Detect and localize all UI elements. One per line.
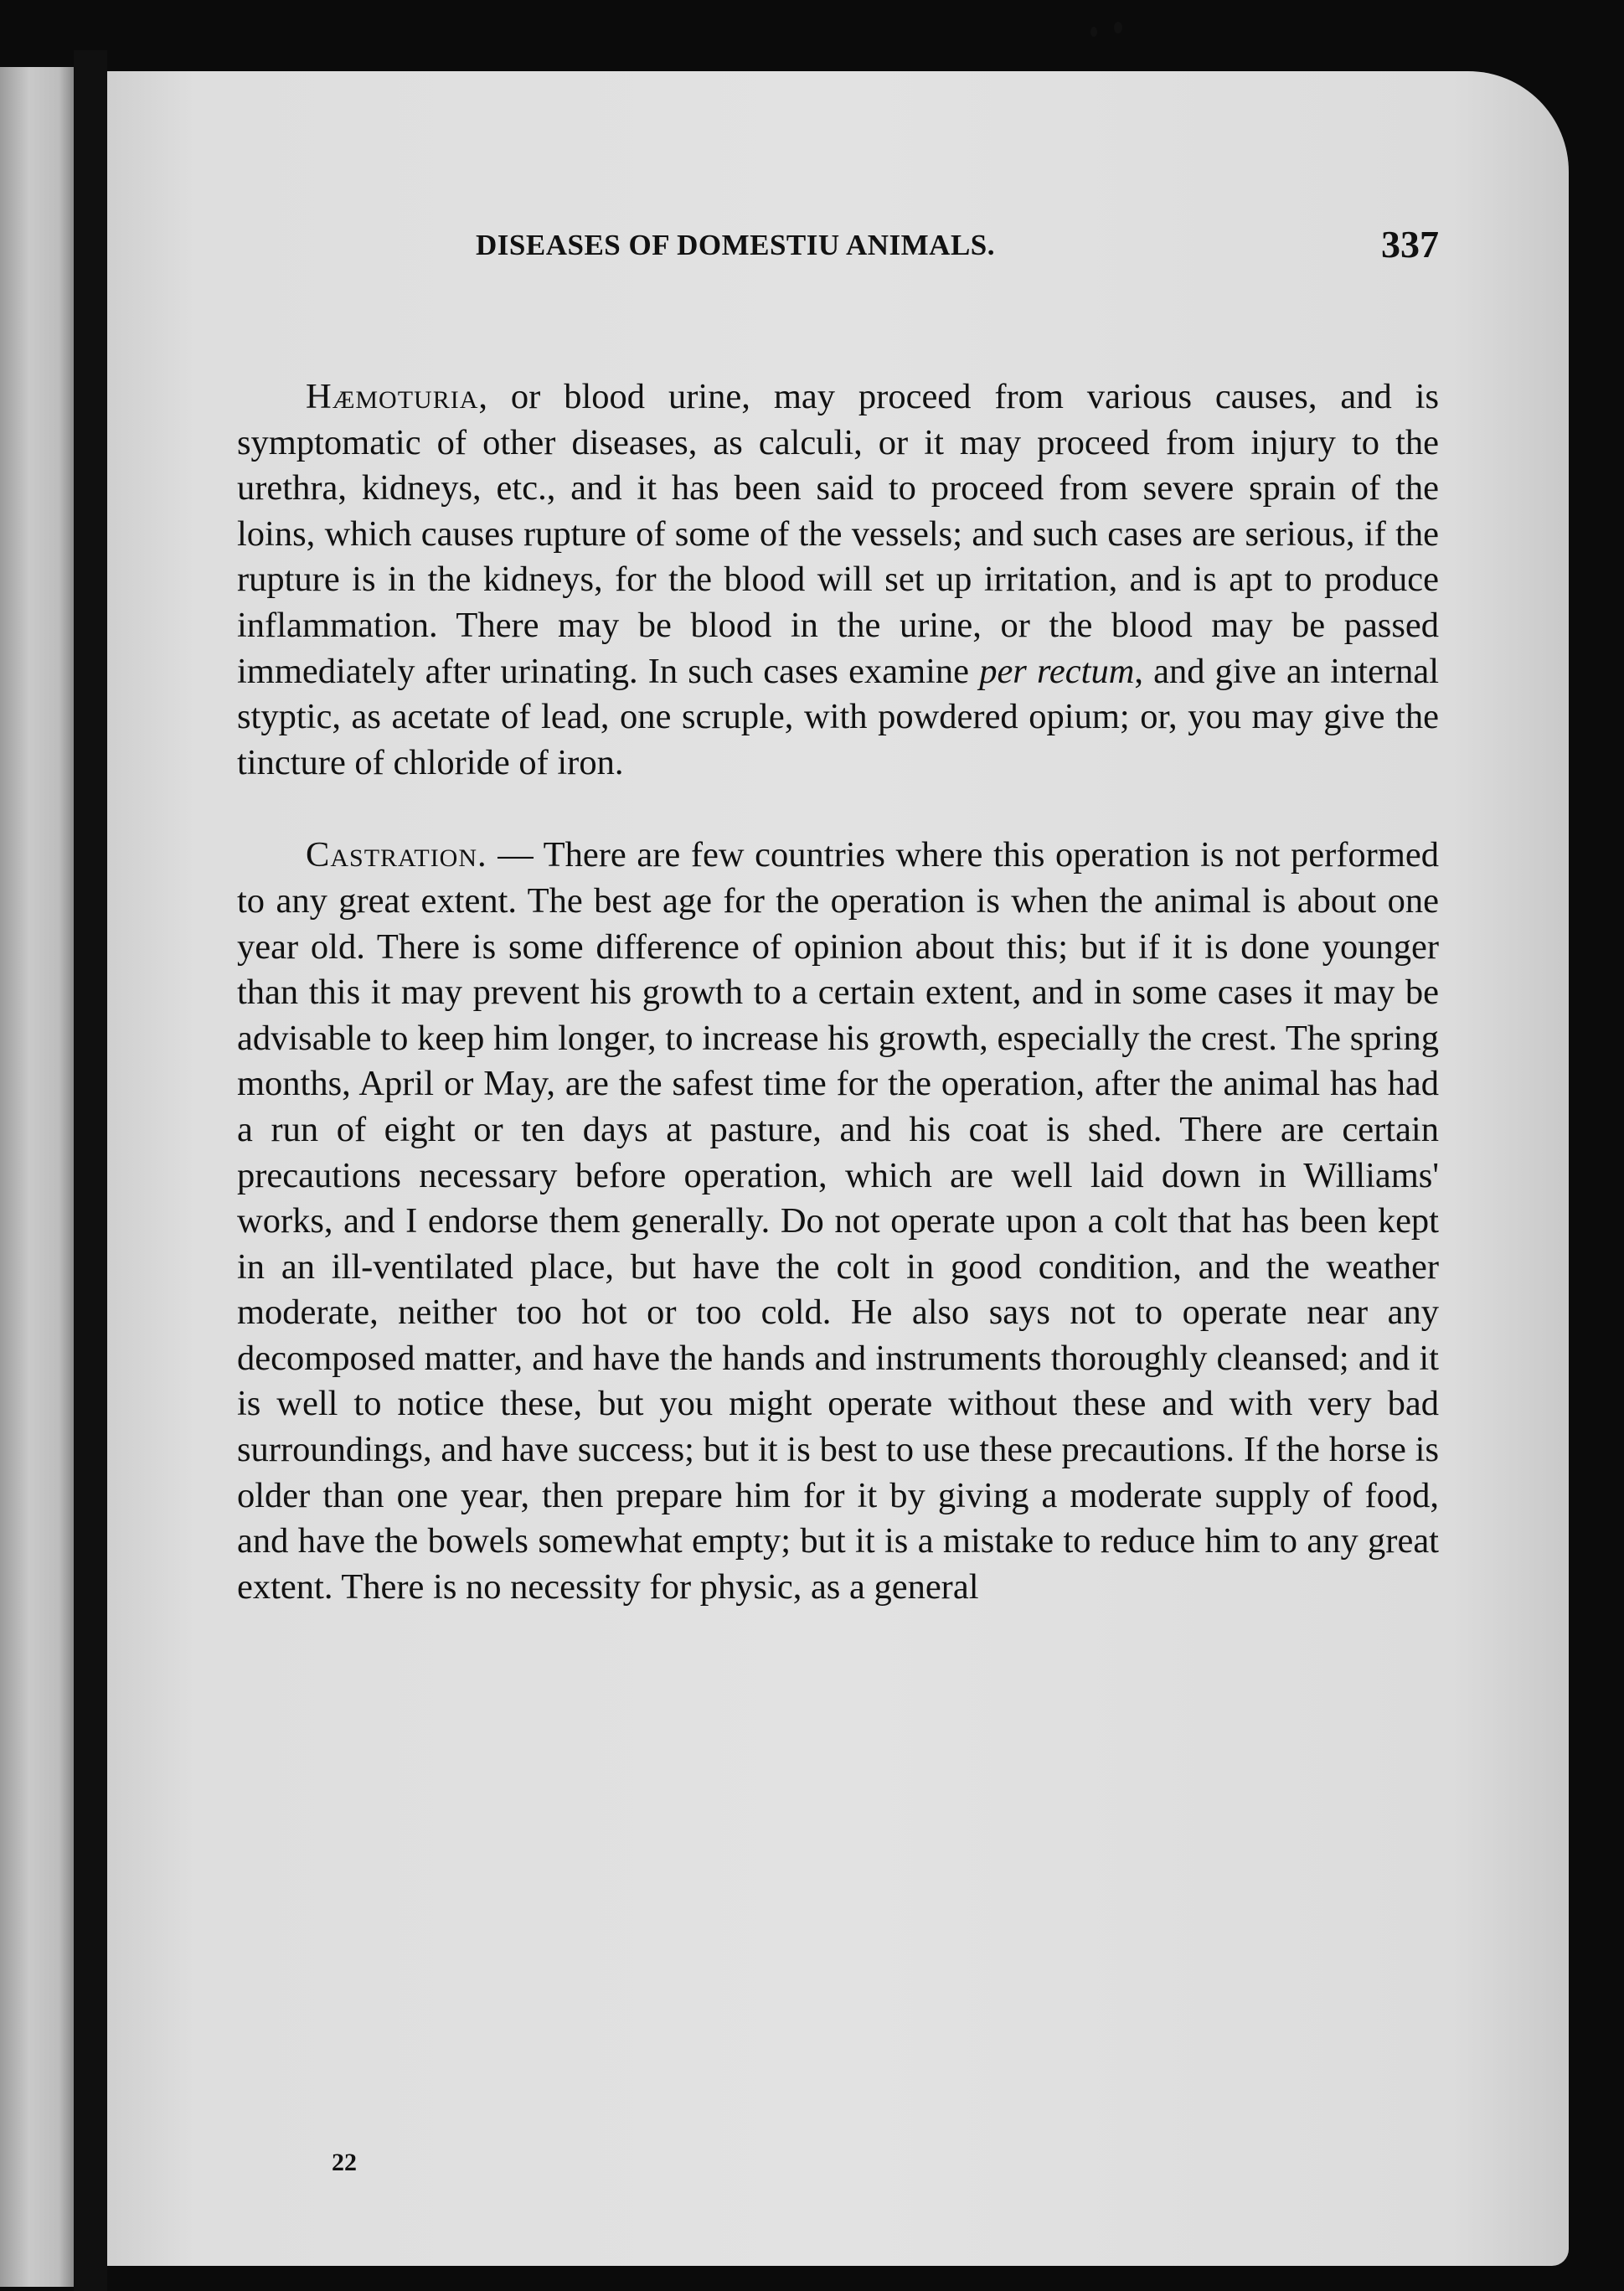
page-number: 337 [1381, 223, 1439, 266]
scan-speck [1090, 27, 1097, 37]
paragraph-castration [237, 833, 1439, 1610]
paragraph-lead: Hæmoturia [306, 377, 479, 416]
body-text [237, 374, 1439, 1610]
paragraph-lead: Castration. [306, 835, 487, 875]
paragraph-haemoturia [237, 374, 1439, 786]
scan-speck [1114, 22, 1122, 34]
paragraph-text: — There are few countries where this operation is not performed to any great extent. The best age for the operation is when the animal is about one year old. There is some difference of opinion about this; but if it is done younger than this it may prevent his growth to a certain extent, and in some cases it may be advisable to keep him longer, to increase his growth, especially the crest. The spring months, April or May, are the safest time for the operation, after the animal has had a run of eight or ten days at pasture, and his coat is shed. There are certain precautions necessary before operation, which are well laid down in Williams' works, and I endorse them generally. Do not operate upon a colt that has been kept in an ill-ventilated place, but have the colt in good condition, and the weather moderate, neither too hot or too cold. He also says not to operate near any decomposed matter, and have the hands and instruments thoroughly cleansed; and it is well to notice these, but you might operate without these and with very bad surroundings, and have success; but it is best to use these precautions. If the horse is older than one year, then prepare him for it by giving a moderate supply of food, and have the bowels somewhat empty; but it is a mistake to reduce him to any great extent. There is no necessity for physic, as a general [237, 835, 1439, 1607]
paragraph-text: , or blood urine, may proceed from various causes, and is symptomatic of other diseases, as calculi, or it may proceed from injury to the urethra, kidneys, etc., and it has been said to proceed from severe sprain of the loins, which causes rupture of some of the vessels; and such cases are serious, if the rupture is in the kidneys, for the blood will set up irritation, and is apt to produce inflammation. There may be blood in the urine, or the blood may be passed immediately after urinating. In such cases examine [237, 377, 1439, 691]
italic-term: per rectum [979, 651, 1135, 691]
signature-mark: 22 [332, 2149, 357, 2176]
facing-page-edge [0, 67, 74, 2287]
paragraph-text: , and give an internal styptic, as acetate of lead, one scruple, with powdered opium; or, you may give the tincture of chloride of iron. [237, 651, 1440, 782]
book-page [107, 71, 1569, 2266]
running-head: DISEASES OF DOMESTIU ANIMALS. [476, 229, 996, 261]
book-gutter [74, 50, 107, 2291]
page-header [476, 222, 1439, 272]
